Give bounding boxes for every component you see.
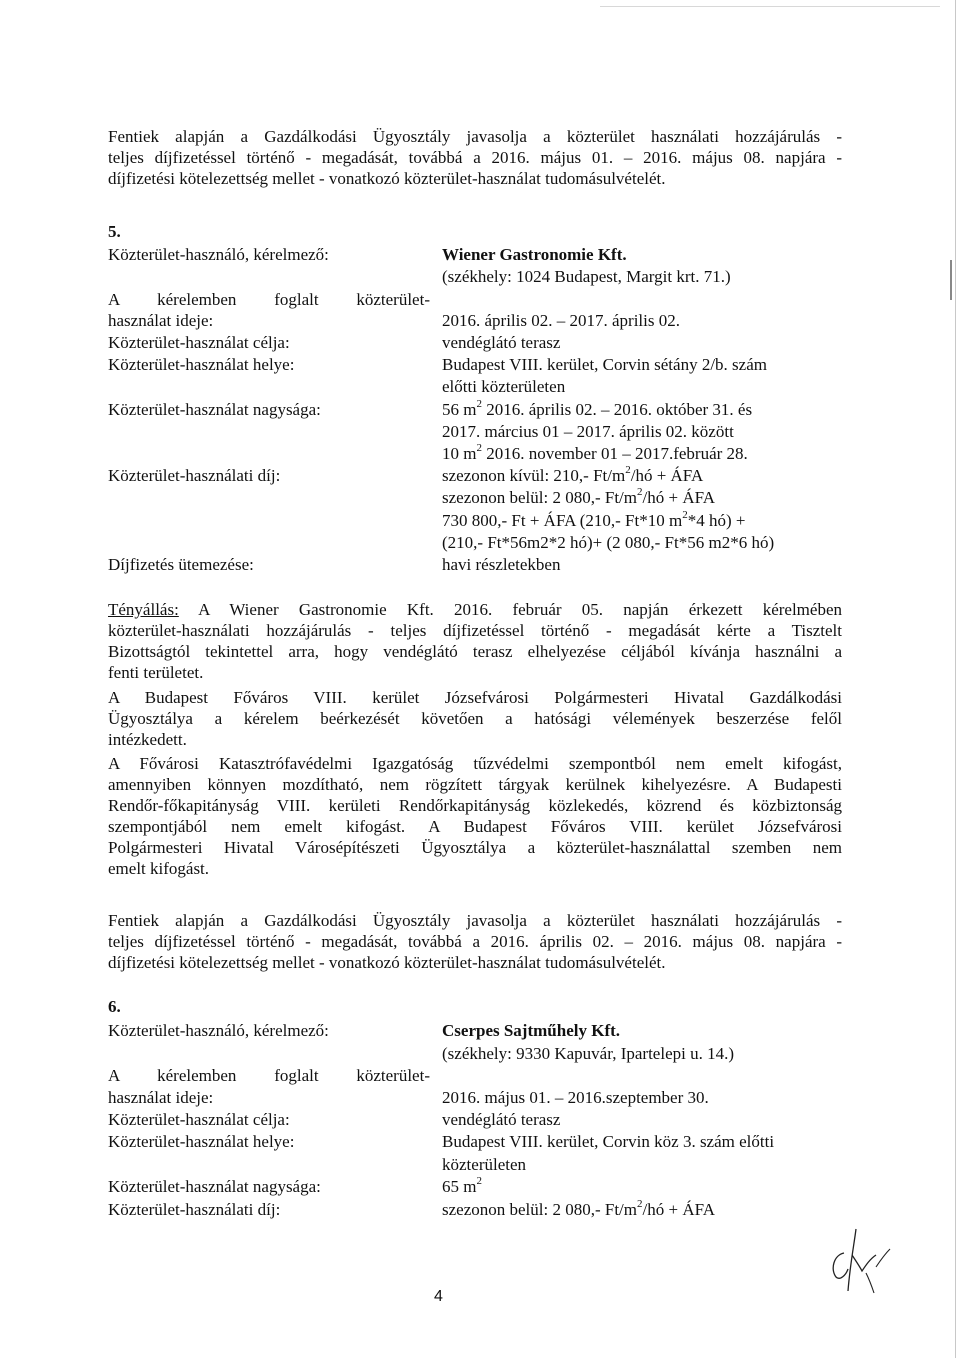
value-seat: (székhely: 1024 Budapest, Margit krt. 71.) [442, 267, 731, 286]
label-place: Közterület-használat helye: [108, 355, 295, 374]
value-purpose: vendéglátó terasz [442, 1110, 561, 1129]
text-line: A Fővárosi Katasztrófavédelmi Igazgatóság tűzvédelmi szempontból nem emelt kifogást, [108, 754, 842, 773]
value-period: 2016. április 02. – 2017. április 02. [442, 311, 680, 330]
value-fee-line-1: szezonon kívül: 210,- $Ft/m^2/hó$ + ÁFA [442, 464, 704, 485]
scan-edge-right [955, 0, 956, 1358]
text-line: közterület-használati hozzájárulás - teljes díjfizetéssel történő - megadását kérte a Tisztelt [108, 621, 842, 640]
text-line: díjfizetési kötelezettség mellet - vonatkozó közterület-használat tudomásulvételét. [108, 169, 666, 188]
label-purpose: Közterület-használat célja: [108, 333, 290, 352]
label-period-2: használat ideje: [108, 311, 214, 330]
value-place-line-1: Budapest VIII. kerület, Corvin köz 3. szám előtti [442, 1132, 775, 1151]
section-number-6: 6. [108, 997, 121, 1016]
value-size-line-3: 10 $m^2$ 2016. november 01 – 2017.február 28. [442, 442, 748, 463]
text-line: Bizottságtól tekintettel arra, hogy vendéglátó terasz elhelyezése céljából kívánja használni a [108, 642, 842, 661]
value-fee: szezonon belül: 2 080,- $Ft/m^2/hó$ + ÁFA [442, 1198, 716, 1219]
label-fee: Közterület-használati díj: [108, 466, 281, 485]
value-purpose: vendéglátó terasz [442, 333, 561, 352]
value-size: 65 $m^2$ [442, 1175, 482, 1196]
value-fee-line-4: (210,- Ft*56m2*2 hó)+ (2 080,- Ft*56 m2*6 hó) [442, 533, 775, 552]
label-place: Közterület-használat helye: [108, 1132, 295, 1151]
text-line: emelt kifogást. [108, 859, 210, 878]
value-place-line-1: Budapest VIII. kerület, Corvin sétány 2/b. szám [442, 355, 767, 374]
text-line: Rendőr-főkapitányság VIII. kerületi Rendőrkapitányság közlekedés, közrend és közbiztonság [108, 796, 842, 815]
text-line: teljes díjfizetéssel történő - megadását, továbbá a 2016. április 02. – 2016. május 08. napjára - [108, 932, 842, 951]
label-fee: Közterület-használati díj: [108, 1200, 281, 1219]
label-period-2: használat ideje: [108, 1088, 214, 1107]
value-place-line-2: közterületen [442, 1155, 527, 1174]
text-line: Tényállás: A Wiener Gastronomie Kft. 2016. február 05. napján érkezett kérelmében [108, 600, 842, 619]
value-seat: (székhely: 9330 Kapuvár, Ipartelepi u. 14.) [442, 1044, 734, 1063]
facts-paragraph [108, 599, 842, 683]
label-schedule: Díjfizetés ütemezése: [108, 555, 254, 574]
label-size: Közterület-használat nagysága: [108, 400, 321, 419]
label-period-1: A kérelemben foglalt közterület- [108, 290, 430, 309]
value-place-line-2: előtti közterületen [442, 377, 566, 396]
text-line: fenti területet. [108, 663, 204, 682]
recommendation-paragraph-1 [108, 126, 842, 189]
label-size: Közterület-használat nagysága: [108, 1177, 321, 1196]
text-line: szempontjából nem emelt kifogást. A Budapest Főváros VIII. kerület Józsefvárosi [108, 817, 842, 836]
value-fee-line-3: 730 800,- Ft + ÁFA (210,- Ft*10 $m^2*4$ hó) + [442, 509, 746, 530]
scan-edge-top [600, 6, 940, 7]
text-line: Fentiek alapján a Gazdálkodási Ügyosztály javasolja a közterület használati hozzájárulás - [108, 127, 842, 146]
value-company: Wiener Gastronomie Kft. [442, 245, 627, 264]
opinions-paragraph [108, 753, 842, 879]
value-schedule: havi részletekben [442, 555, 561, 574]
facts-label: Tényállás: [108, 600, 179, 619]
text-line: amennyiben könnyen mozdítható, nem rögzített tárgyak kerülnek kihelyezésre. A Budapesti [108, 775, 842, 794]
value-period: 2016. május 01. – 2016.szeptember 30. [442, 1088, 709, 1107]
text-line: intézkedett. [108, 730, 187, 749]
value-company: Cserpes Sajtműhely Kft. [442, 1021, 621, 1040]
text-line: Ügyosztálya a kérelem beérkezését követően a hatósági vélemények beszerzése felől [108, 709, 842, 728]
value-size-line-2: 2017. március 01 – 2017. április 02. között [442, 422, 734, 441]
scan-mark [950, 260, 952, 300]
text-line: díjfizetési kötelezettség mellet - vonatkozó közterület-használat tudomásulvételét. [108, 953, 666, 972]
text-line: A Budapest Főváros VIII. kerület Józsefvárosi Polgármesteri Hivatal Gazdálkodási [108, 688, 842, 707]
text-line: Fentiek alapján a Gazdálkodási Ügyosztály javasolja a közterület használati hozzájárulás - [108, 911, 842, 930]
label-applicant: Közterület-használó, kérelmező: [108, 1021, 329, 1040]
value-size-line-1: 56 $m^2$ 2016. április 02. – 2016. október 31. és [442, 398, 753, 419]
label-applicant: Közterület-használó, kérelmező: [108, 245, 329, 264]
value-fee-line-2: szezonon belül: 2 080,- $Ft/m^2/hó$ + ÁFA [442, 486, 716, 507]
page-number: 4 [434, 1288, 443, 1305]
department-paragraph [108, 687, 842, 750]
label-period-1: A kérelemben foglalt közterület- [108, 1066, 430, 1085]
text-line: Polgármesteri Hivatal Városépítészeti Ügyosztálya a közterület-használattal szemben nem [108, 838, 842, 857]
section-number-5: 5. [108, 222, 121, 241]
recommendation-paragraph-2 [108, 910, 842, 973]
label-purpose: Közterület-használat célja: [108, 1110, 290, 1129]
text-line: teljes díjfizetéssel történő - megadását, továbbá a 2016. május 01. – 2016. május 08. napjára - [108, 148, 842, 167]
handwritten-initials-signature [820, 1225, 900, 1295]
